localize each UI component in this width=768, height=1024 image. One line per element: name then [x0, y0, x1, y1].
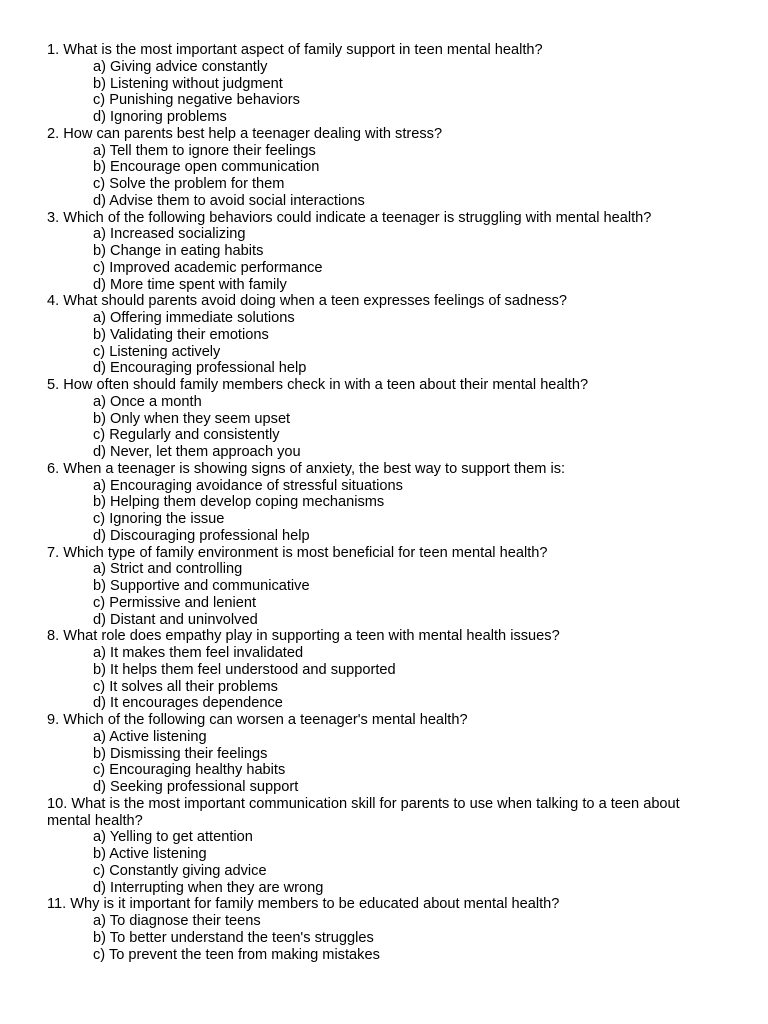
answer-options: [47, 645, 727, 712]
answer-option: b) Encourage open communication: [93, 159, 320, 176]
answer-option: a) To diagnose their teens: [93, 913, 261, 929]
answer-option: a) Giving advice constantly: [93, 58, 268, 75]
answer-option: c) Permissive and lenient: [93, 594, 257, 611]
question-list: [47, 42, 727, 963]
answer-option: a) Tell them to ignore their feelings: [93, 142, 316, 159]
answer-option: b) Supportive and communicative: [93, 578, 310, 594]
answer-option: a) Active listening: [93, 728, 207, 745]
answer-options: [47, 226, 727, 293]
question-block: [47, 461, 727, 545]
answer-option: d) Seeking professional support: [93, 779, 299, 795]
answer-option: d) More time spent with family: [93, 276, 287, 293]
question-block: [47, 42, 727, 126]
question-text: 2. How can parents best help a teenager dealing with stress?: [47, 125, 443, 142]
question-block: [47, 628, 727, 712]
answer-option: a) It makes them feel invalidated: [93, 645, 304, 661]
answer-option: c) To prevent the teen from making mistakes: [93, 946, 380, 963]
answer-options: [47, 829, 727, 896]
answer-option: d) Encouraging professional help: [93, 360, 307, 377]
answer-option: a) Once a month: [93, 393, 202, 410]
answer-options: [47, 729, 727, 796]
question-text: 3. Which of the following behaviors could indicate a teenager is struggling with mental health?: [47, 209, 652, 226]
answer-option: c) Ignoring the issue: [93, 511, 225, 527]
answer-option: c) Listening actively: [93, 343, 221, 360]
answer-option: b) Validating their emotions: [93, 326, 269, 343]
question-text: 1. What is the most important aspect of family support in teen mental health?: [47, 42, 543, 58]
answer-option: b) Listening without judgment: [93, 75, 283, 92]
answer-option: d) Interrupting when they are wrong: [93, 879, 324, 896]
question-block: [47, 126, 727, 210]
answer-option: c) Constantly giving advice: [93, 862, 267, 879]
answer-options: [47, 561, 727, 628]
answer-option: d) Distant and uninvolved: [93, 611, 258, 628]
question-block: [47, 712, 727, 796]
question-block: [47, 545, 727, 629]
answer-option: d) It encourages dependence: [93, 695, 283, 712]
question-block: [47, 796, 727, 897]
answer-option: d) Advise them to avoid social interactions: [93, 192, 365, 209]
answer-option: b) Dismissing their feelings: [93, 745, 268, 762]
question-text: 6. When a teenager is showing signs of anxiety, the best way to support them is:: [47, 460, 566, 477]
answer-options: [47, 310, 727, 377]
answer-option: d) Never, let them approach you: [93, 444, 301, 460]
answer-option: d) Discouraging professional help: [93, 527, 310, 544]
question-text: 8. What role does empathy play in supporting a teen with mental health issues?: [47, 628, 560, 645]
question-block: [47, 293, 727, 377]
question-text: 4. What should parents avoid doing when a teen expresses feelings of sadness?: [47, 293, 568, 310]
answer-options: [47, 394, 727, 461]
answer-option: a) Increased socializing: [93, 226, 246, 243]
answer-option: c) It solves all their problems: [93, 678, 278, 695]
answer-options: [47, 143, 727, 210]
question-block: [47, 377, 727, 461]
question-text: 5. How often should family members check in with a teen about their mental health?: [47, 377, 589, 393]
answer-options: [47, 913, 727, 963]
answer-option: c) Encouraging healthy habits: [93, 762, 286, 779]
question-text: 7. Which type of family environment is most beneficial for teen mental health?: [47, 544, 548, 561]
question-block: [47, 896, 727, 963]
answer-option: a) Strict and controlling: [93, 561, 243, 578]
question-block: [47, 210, 727, 294]
question-text: 11. Why is it important for family members to be educated about mental health?: [47, 896, 560, 913]
question-text: 10. What is the most important communication skill for parents to use when talking to a teen about mental health?: [47, 795, 680, 829]
answer-option: a) Encouraging avoidance of stressful situations: [93, 477, 403, 494]
answer-option: b) Change in eating habits: [93, 243, 264, 259]
answer-option: b) Only when they seem upset: [93, 410, 291, 427]
answer-option: b) To better understand the teen's struggles: [93, 929, 374, 946]
answer-options: [47, 59, 727, 126]
answer-option: c) Improved academic performance: [93, 259, 323, 276]
answer-option: b) Active listening: [93, 846, 207, 862]
answer-option: d) Ignoring problems: [93, 109, 227, 125]
question-text: 9. Which of the following can worsen a teenager's mental health?: [47, 712, 468, 728]
answer-option: c) Regularly and consistently: [93, 427, 280, 444]
answer-option: a) Offering immediate solutions: [93, 310, 295, 326]
answer-option: c) Punishing negative behaviors: [93, 92, 300, 109]
answer-option: a) Yelling to get attention: [93, 829, 253, 846]
answer-options: [47, 478, 727, 545]
answer-option: b) Helping them develop coping mechanisms: [93, 494, 385, 511]
answer-option: c) Solve the problem for them: [93, 176, 285, 192]
answer-option: b) It helps them feel understood and supported: [93, 661, 396, 678]
